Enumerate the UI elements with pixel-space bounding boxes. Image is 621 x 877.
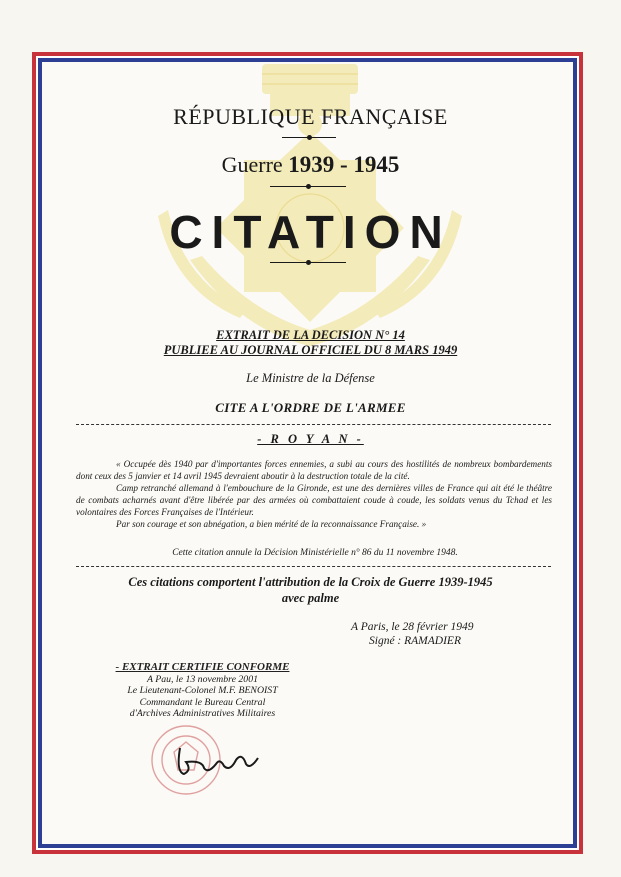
war-heading: [0, 152, 621, 178]
award-palme: avec palme: [281, 591, 340, 605]
minister-line: Le Ministre de la Défense: [246, 371, 375, 385]
signature-signed: Signé : RAMADIER: [369, 635, 461, 647]
journal-publication: PUBLIEE AU JOURNAL OFFICIEL DU 8 MARS 1949: [163, 343, 458, 357]
ornament-divider: [270, 262, 346, 263]
army-order-line: CITE A L'ORDRE DE L'ARMEE: [215, 400, 406, 415]
official-stamp-icon: [146, 712, 276, 802]
citation-paragraph-2: Camp retranché allemand à l'embouchure de la Gironde, est une des dernières villes de France qui ait été le théâtre de combats acharnés avant d'être libérée par des armées où combattaient coude à coude, les soldats venus du Tchad et les volontaires des Forces Françaises de l'Intérieur.: [76, 483, 552, 517]
war-years: 1939 - 1945: [288, 152, 400, 177]
honoree-name: - R O Y A N -: [257, 432, 364, 446]
citation-paragraph-1: « Occupée dès 1940 par d'importantes forces ennemies, a subi au cours des hostilités de nombreux bombardements dont ceux des 5 janvier et 14 avril 1945 devraient aboutir à la destruction totale de la cité.: [76, 459, 552, 481]
republic-heading: RÉPUBLIQUE FRANÇAISE: [173, 104, 448, 129]
certification-role: Commandant le Bureau Central: [139, 696, 266, 708]
dashed-separator: [76, 424, 551, 425]
citation-title: CITATION: [169, 206, 452, 258]
ornament-divider: [270, 186, 346, 187]
certification-place-date: A Pau, le 13 novembre 2001: [146, 673, 258, 685]
ornament-divider: [282, 137, 336, 138]
croix-de-guerre-award: [0, 574, 621, 606]
war-label: Guerre: [221, 152, 283, 177]
decision-extract: [0, 328, 621, 358]
award-line: Ces citations comportent l'attribution de la Croix de Guerre 1939-1945: [128, 575, 493, 589]
signature-block: [351, 620, 473, 648]
dashed-separator: [76, 566, 551, 567]
certification-heading: - EXTRAIT CERTIFIE CONFORME: [115, 661, 290, 673]
certification-office: d'Archives Administratives Militaires: [129, 708, 276, 719]
citation-paragraph-3: Par son courage et son abnégation, a bien mérité de la reconnaissance Française. »: [116, 519, 427, 529]
certification-officer: Le Lieutenant-Colonel M.F. BENOIST: [127, 685, 278, 696]
decision-number: EXTRAIT DE LA DECISION N° 14: [216, 328, 405, 342]
signature-place-date: A Paris, le 28 février 1949: [351, 621, 474, 633]
annulment-note: Cette citation annule la Décision Ministérielle n° 86 du 11 novembre 1948.: [172, 548, 458, 558]
certification-block: [90, 662, 315, 720]
